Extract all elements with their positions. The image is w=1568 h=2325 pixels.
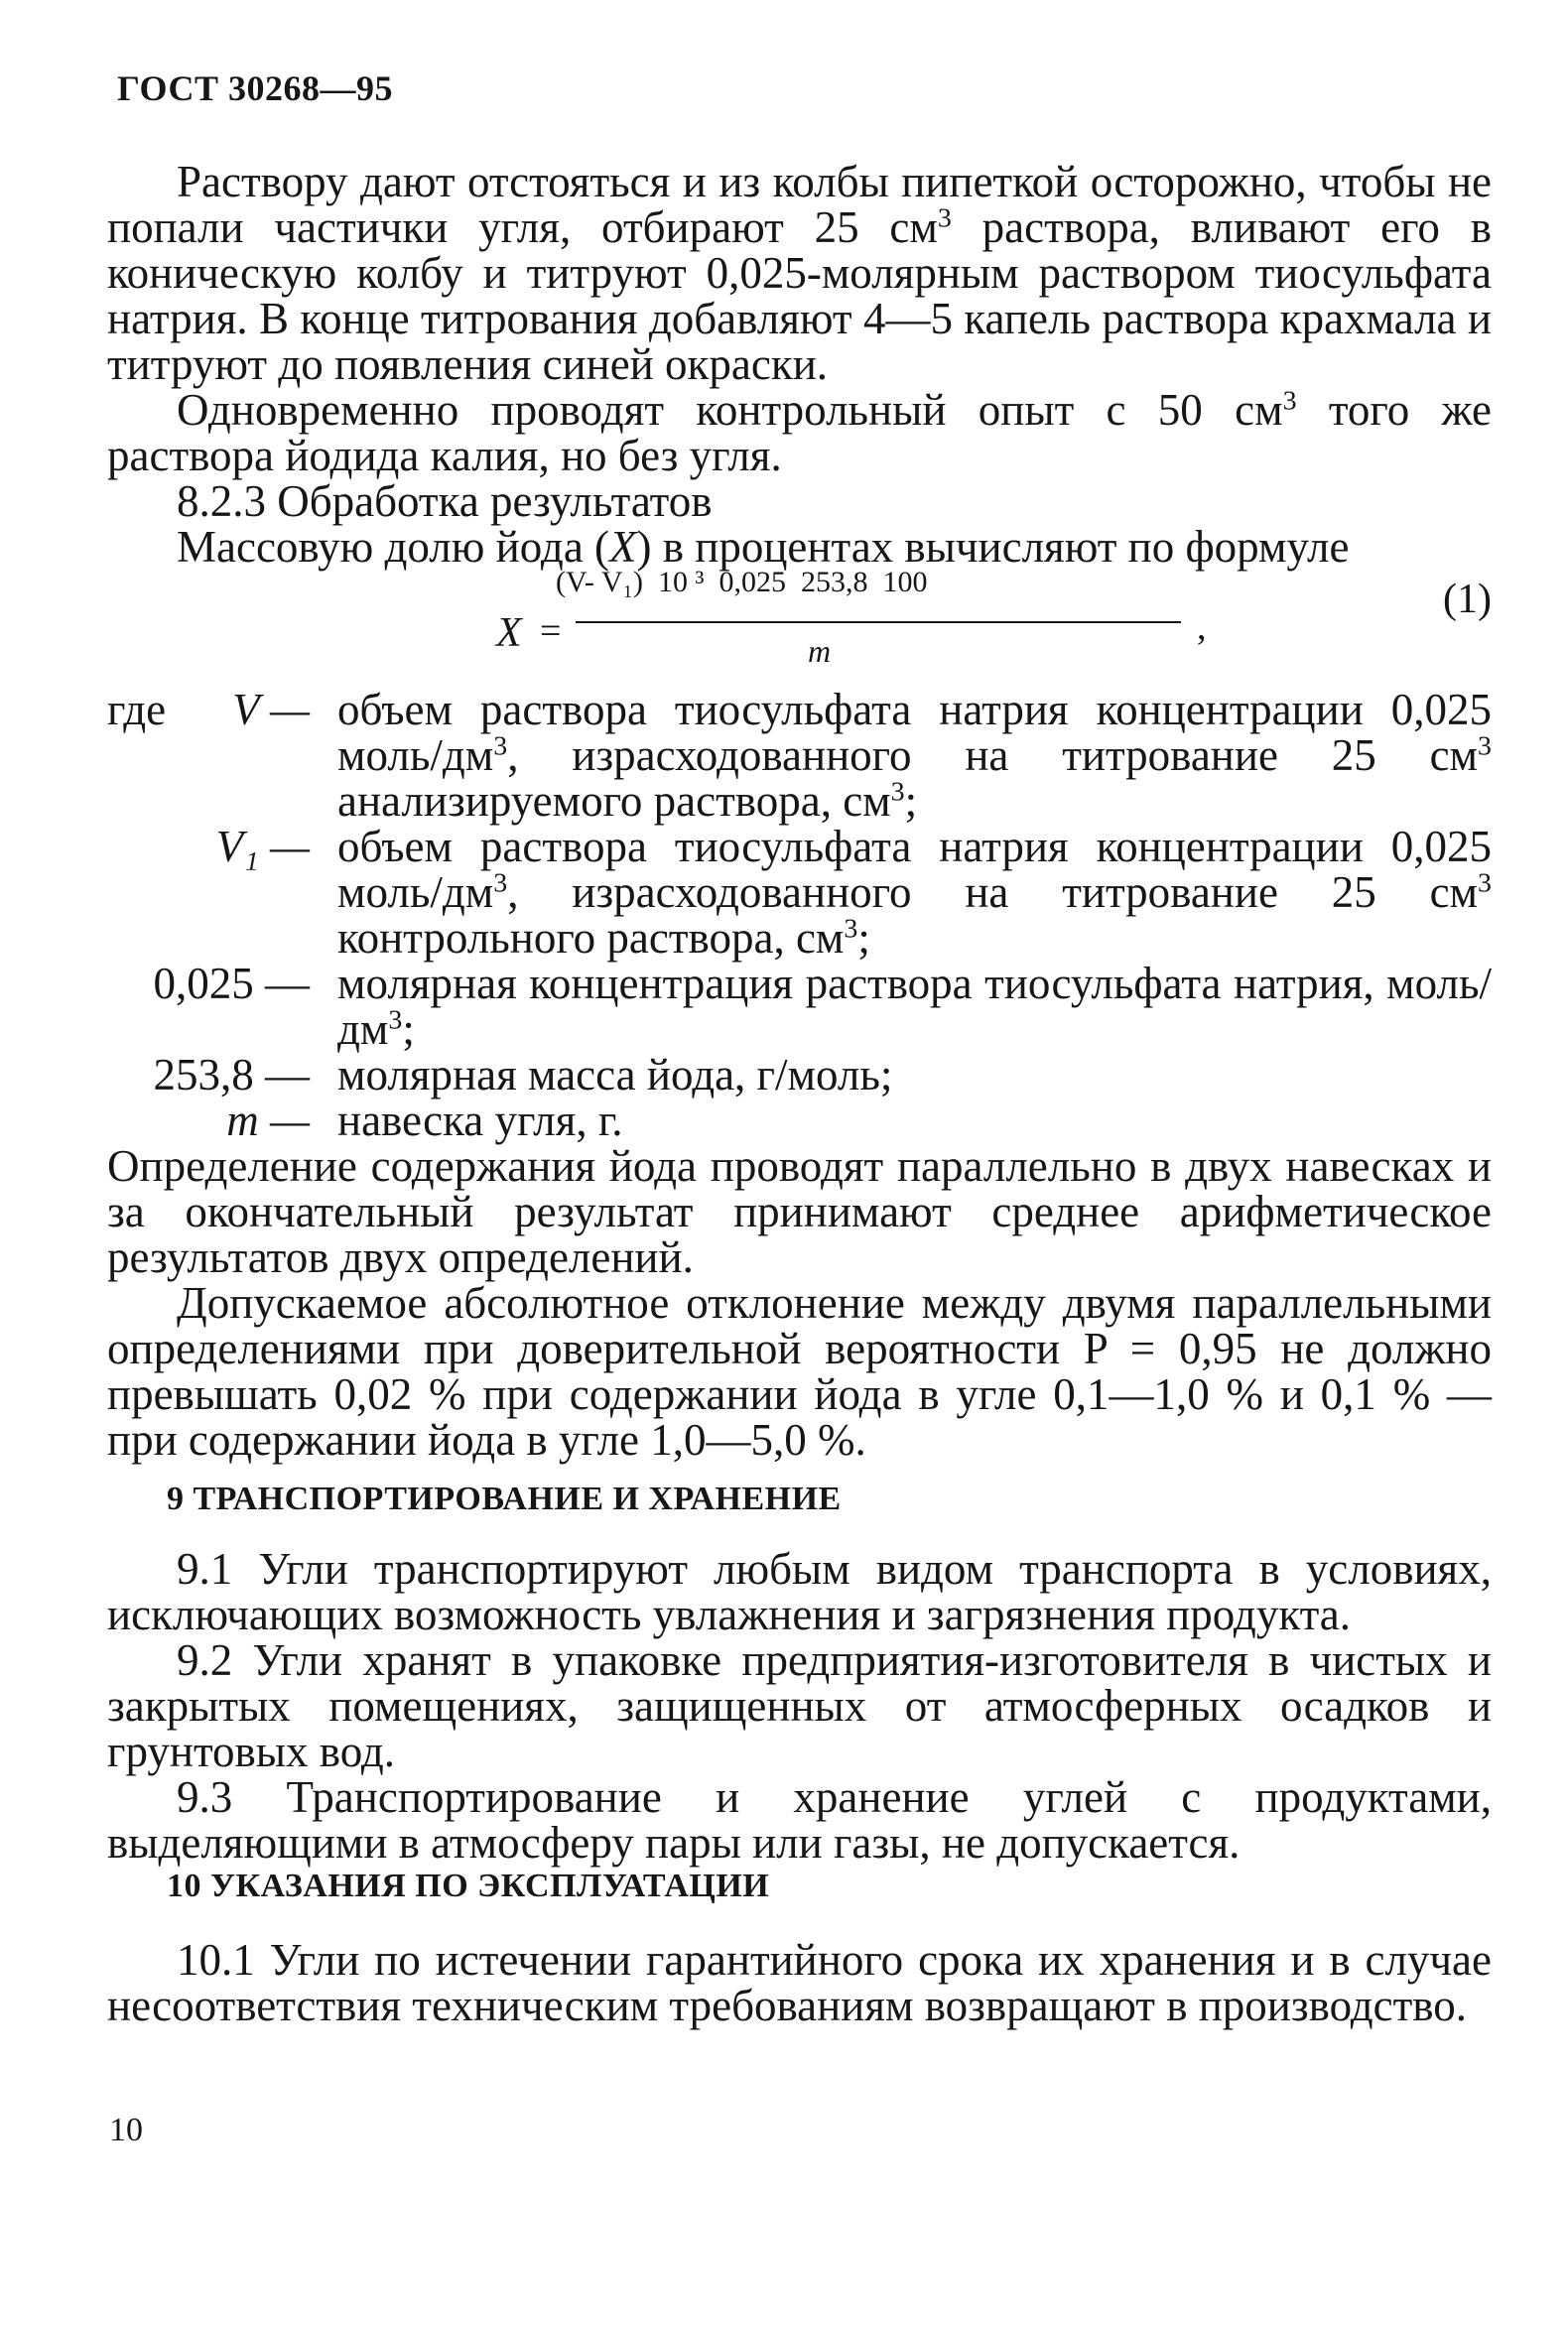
paragraph: Раствору дают отстояться и из колбы пипеткой осторожно, чтобы не попали частички угля, отбирают 25 $см^3$ раствора, вливают его в коническую колбу и титруют 0,025-молярным раствором тиосульфата натрия. В конце титрования добавляют 4—5 капель раствора крахмала и титруют до появления синей окраски. xyxy=(107,157,1492,389)
formula-numerator: (V- V₁) 10 ³ 0,025 253,8 100 xyxy=(556,566,928,598)
section-9-text xyxy=(107,1546,1492,1866)
paragraph: Массовую долю йода (X) в процентах вычисляют по формуле xyxy=(177,522,1350,572)
formula-denominator: m xyxy=(808,633,832,669)
definition-item xyxy=(107,961,1492,1052)
definition-item xyxy=(107,687,1492,824)
definition-item xyxy=(107,1098,1492,1143)
definition-lead: где xyxy=(107,685,167,734)
paragraph: Одновременно проводят контрольный опыт с 50 $см^3$ того же раствора йодида калия, но без угля. xyxy=(107,385,1492,480)
subsection-heading: 8.2.3 Обработка результатов xyxy=(177,476,713,526)
fraction-bar xyxy=(576,621,1181,623)
section-heading: 9 ТРАНСПОРТИРОВАНИЕ И ХРАНЕНИЕ xyxy=(167,1481,842,1517)
formula-comma: , xyxy=(1197,606,1207,648)
section-heading: 10 УКАЗАНИЯ ПО ЭКСПЛУАТАЦИИ xyxy=(167,1868,770,1904)
section-10-text xyxy=(107,1937,1492,2028)
definition-text: объем раствора тиосульфата натрия концентрации 0,025 моль/$дм^3$, израсходованного на титрование 25 $см^3$ анализируемого раствора, $см^3$; xyxy=(337,685,1492,826)
paragraph: 9.1 Угли транспортируют любым видом транспорта в условиях, исключающих возможность увлажнения и загрязнения продукта. xyxy=(107,1544,1492,1639)
definition-text: молярная концентрация раствора тиосульфата натрия, моль/$дм^3$; xyxy=(337,959,1492,1054)
document-header: ГОСТ 30268—95 xyxy=(117,68,393,108)
formula-equals: = xyxy=(540,610,562,652)
definition-term: 0,025 — xyxy=(153,959,310,1008)
equation-number: (1) xyxy=(1443,577,1492,622)
definition-text: молярная масса йода, г/моль; xyxy=(337,1050,893,1099)
paragraph: 9.2 Угли хранят в упаковке предприятия-изготовителя в чистых и закрытых помещениях, защищенных от атмосферных осадков и грунтовых вод. xyxy=(107,1635,1492,1776)
definition-item xyxy=(107,1052,1492,1098)
definitions-list xyxy=(107,687,1492,1143)
definition-term: V₁ — xyxy=(215,822,310,871)
page-number: 10 xyxy=(109,2112,143,2148)
results-text xyxy=(107,1143,1492,1463)
intro-text xyxy=(107,159,1492,570)
paragraph: 10.1 Угли по истечении гарантийного срока их хранения и в случае несоответствия техническим требованиям возвращают в производство. xyxy=(107,1935,1492,2030)
formula-lhs: X xyxy=(496,610,522,656)
definition-text: навеска угля, г. xyxy=(337,1096,623,1145)
formula xyxy=(107,566,1492,675)
definition-term: V — xyxy=(232,685,310,734)
paragraph: Допускаемое абсолютное отклонение между двумя параллельными определениями при доверительной вероятности P = 0,95 не должно превышать 0,02 % при содержании йода в угле 0,1—1,0 % и 0,1 % — при содержании йода в угле 1,0—5,0 %. xyxy=(107,1278,1492,1465)
definition-item xyxy=(107,824,1492,961)
definition-term: 253,8 — xyxy=(153,1050,310,1099)
definition-text: объем раствора тиосульфата натрия концентрации 0,025 моль/$дм^3$, израсходованного на титрование 25 $см^3$ контрольного раствора, $см^3$; xyxy=(337,822,1492,963)
paragraph: 9.3 Транспортирование и хранение углей с продуктами, выделяющими в атмосферу пары или газы, не допускается. xyxy=(107,1772,1492,1868)
paragraph: Определение содержания йода проводят параллельно в двух навесках и за окончательный результат принимают среднее арифметическое результатов двух определений. xyxy=(107,1141,1492,1282)
definition-term: m — xyxy=(226,1096,310,1145)
